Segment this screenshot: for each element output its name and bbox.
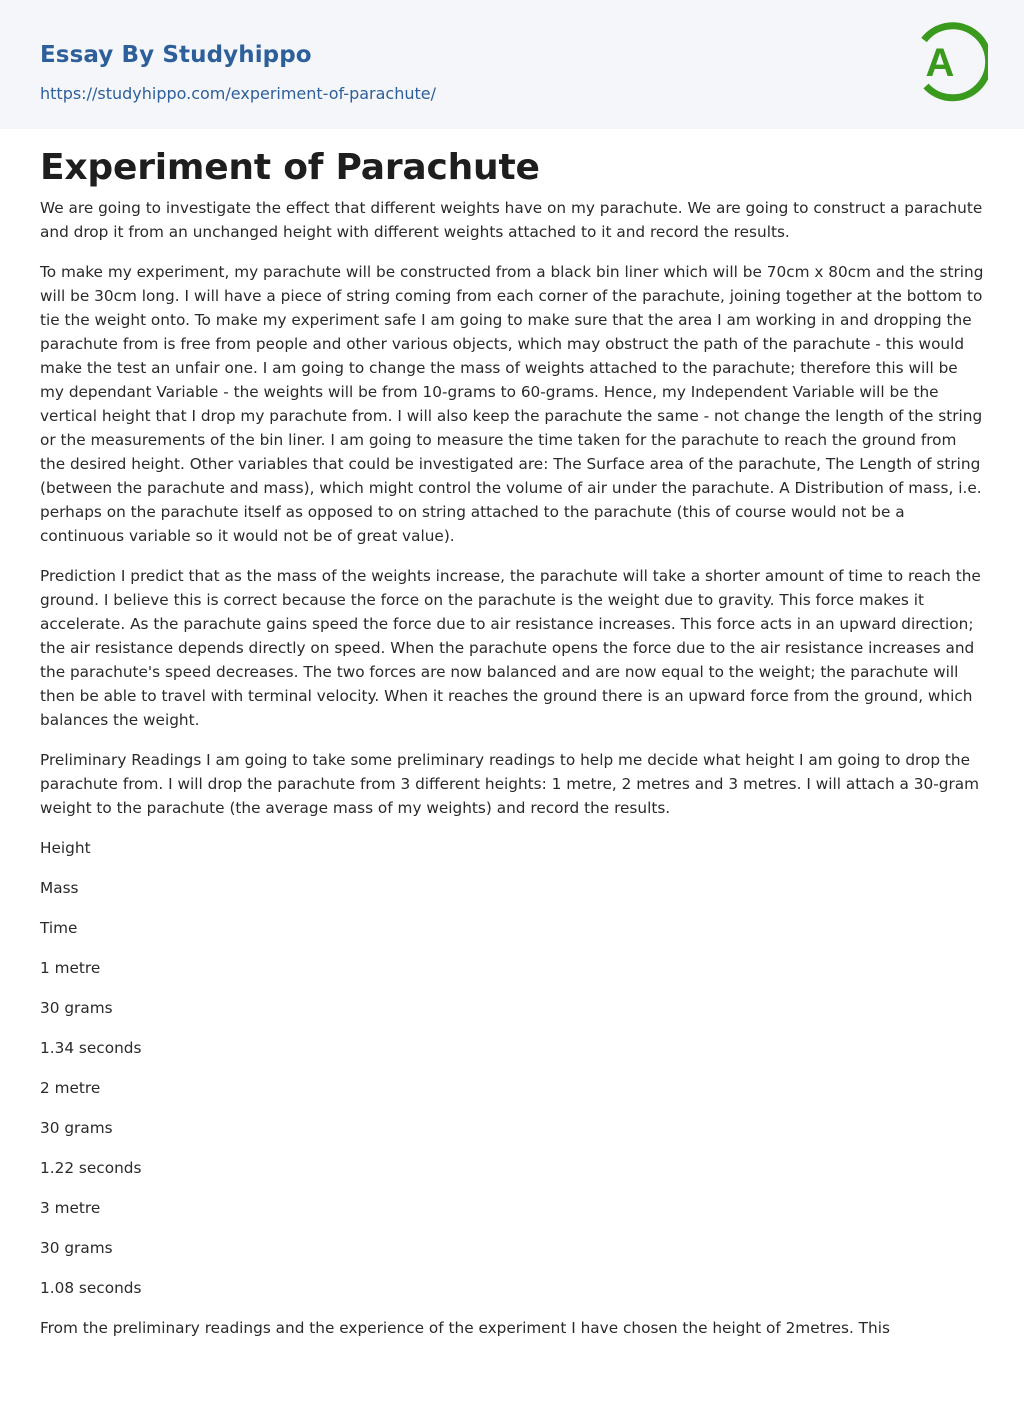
table-cell: 30 grams [40,1239,113,1257]
logo-letter: A [925,41,955,85]
table-cell: 30 grams [40,1119,113,1137]
table-cell: 1.34 seconds [40,1039,142,1057]
table-cell: 1 metre [40,959,101,977]
site-brand[interactable]: Essay By Studyhippo [40,42,312,68]
article [40,146,984,1356]
paragraph-method: To make my experiment, my parachute will be constructed from a black bin liner which will be 70cm x 80cm and the string will be 30cm long. I will have a piece of string coming from each corner of the parachute, joining together at the bottom to tie the weight onto. To make my experiment safe I am going to make sure that the area I am working in and dropping the parachute from is free from people and other various objects, which may obstruct the path of the parachute - this would make the test an unfair one. I am going to change the mass of weights attached to the parachute; therefore this will be my dependant Variable - the weights will be from 10-grams to 60-grams. Hence, my Independent Variable will be the vertical height that I drop my parachute from. I will also keep the parachute the same - not change the length of the string or the measurements of the bin liner. I am going to measure the time taken for the parachute to reach the ground from the desired height. Other variables that could be investigated are: The Surface area of the parachute, The Length of string (between the parachute and mass), which might control the volume of air under the parachute. A Distribution of mass, i.e. perhaps on the parachute itself as opposed to on string attached to the parachute (this of course would not be a continuous variable so it would not be of great value). [40,263,984,545]
table-header-mass: Mass [40,879,79,897]
table-header-time: Time [40,919,78,937]
table-cell: 30 grams [40,999,113,1017]
table-cell: 1.22 seconds [40,1159,142,1177]
table-cell: 3 metre [40,1199,101,1217]
page-title: Experiment of Parachute [40,147,540,188]
paragraph-prediction: Prediction I predict that as the mass of the weights increase, the parachute will take a shorter amount of time to reach the ground. I believe this is correct because the force on the parachute is the weight due to gravity. This force makes it accelerate. As the parachute gains speed the force due to air resistance increases. This force acts in an upward direction; the air resistance depends directly on speed. When the parachute opens the force due to the air resistance increases and the parachute's speed decreases. The two forces are now balanced and are now equal to the weight; the parachute will then be able to travel with terminal velocity. When it reaches the ground there is an upward force from the ground, which balances the weight. [40,567,981,729]
table-cell: 2 metre [40,1079,101,1097]
paragraph-conclusion: From the preliminary readings and the experience of the experiment I have chosen the height of 2metres. This [40,1319,890,1337]
page-header [0,0,1024,129]
paragraph-preliminary: Preliminary Readings I am going to take some preliminary readings to help me decide what height I am going to drop the parachute from. I will drop the parachute from 3 different heights: 1 metre, 2 metres and 3 metres. I will attach a 30-gram weight to the parachute (the average mass of my weights) and record the results. [40,751,980,817]
paragraph-intro: We are going to investigate the effect that different weights have on my parachute. We are going to construct a parachute and drop it from an unchanged height with different weights attached to it and record the results. [40,199,983,241]
studyhippo-logo-icon[interactable] [912,18,988,108]
table-cell: 1.08 seconds [40,1279,142,1297]
table-header-height: Height [40,839,91,857]
essay-url-link[interactable]: https://studyhippo.com/experiment-of-parachute/ [40,84,436,103]
